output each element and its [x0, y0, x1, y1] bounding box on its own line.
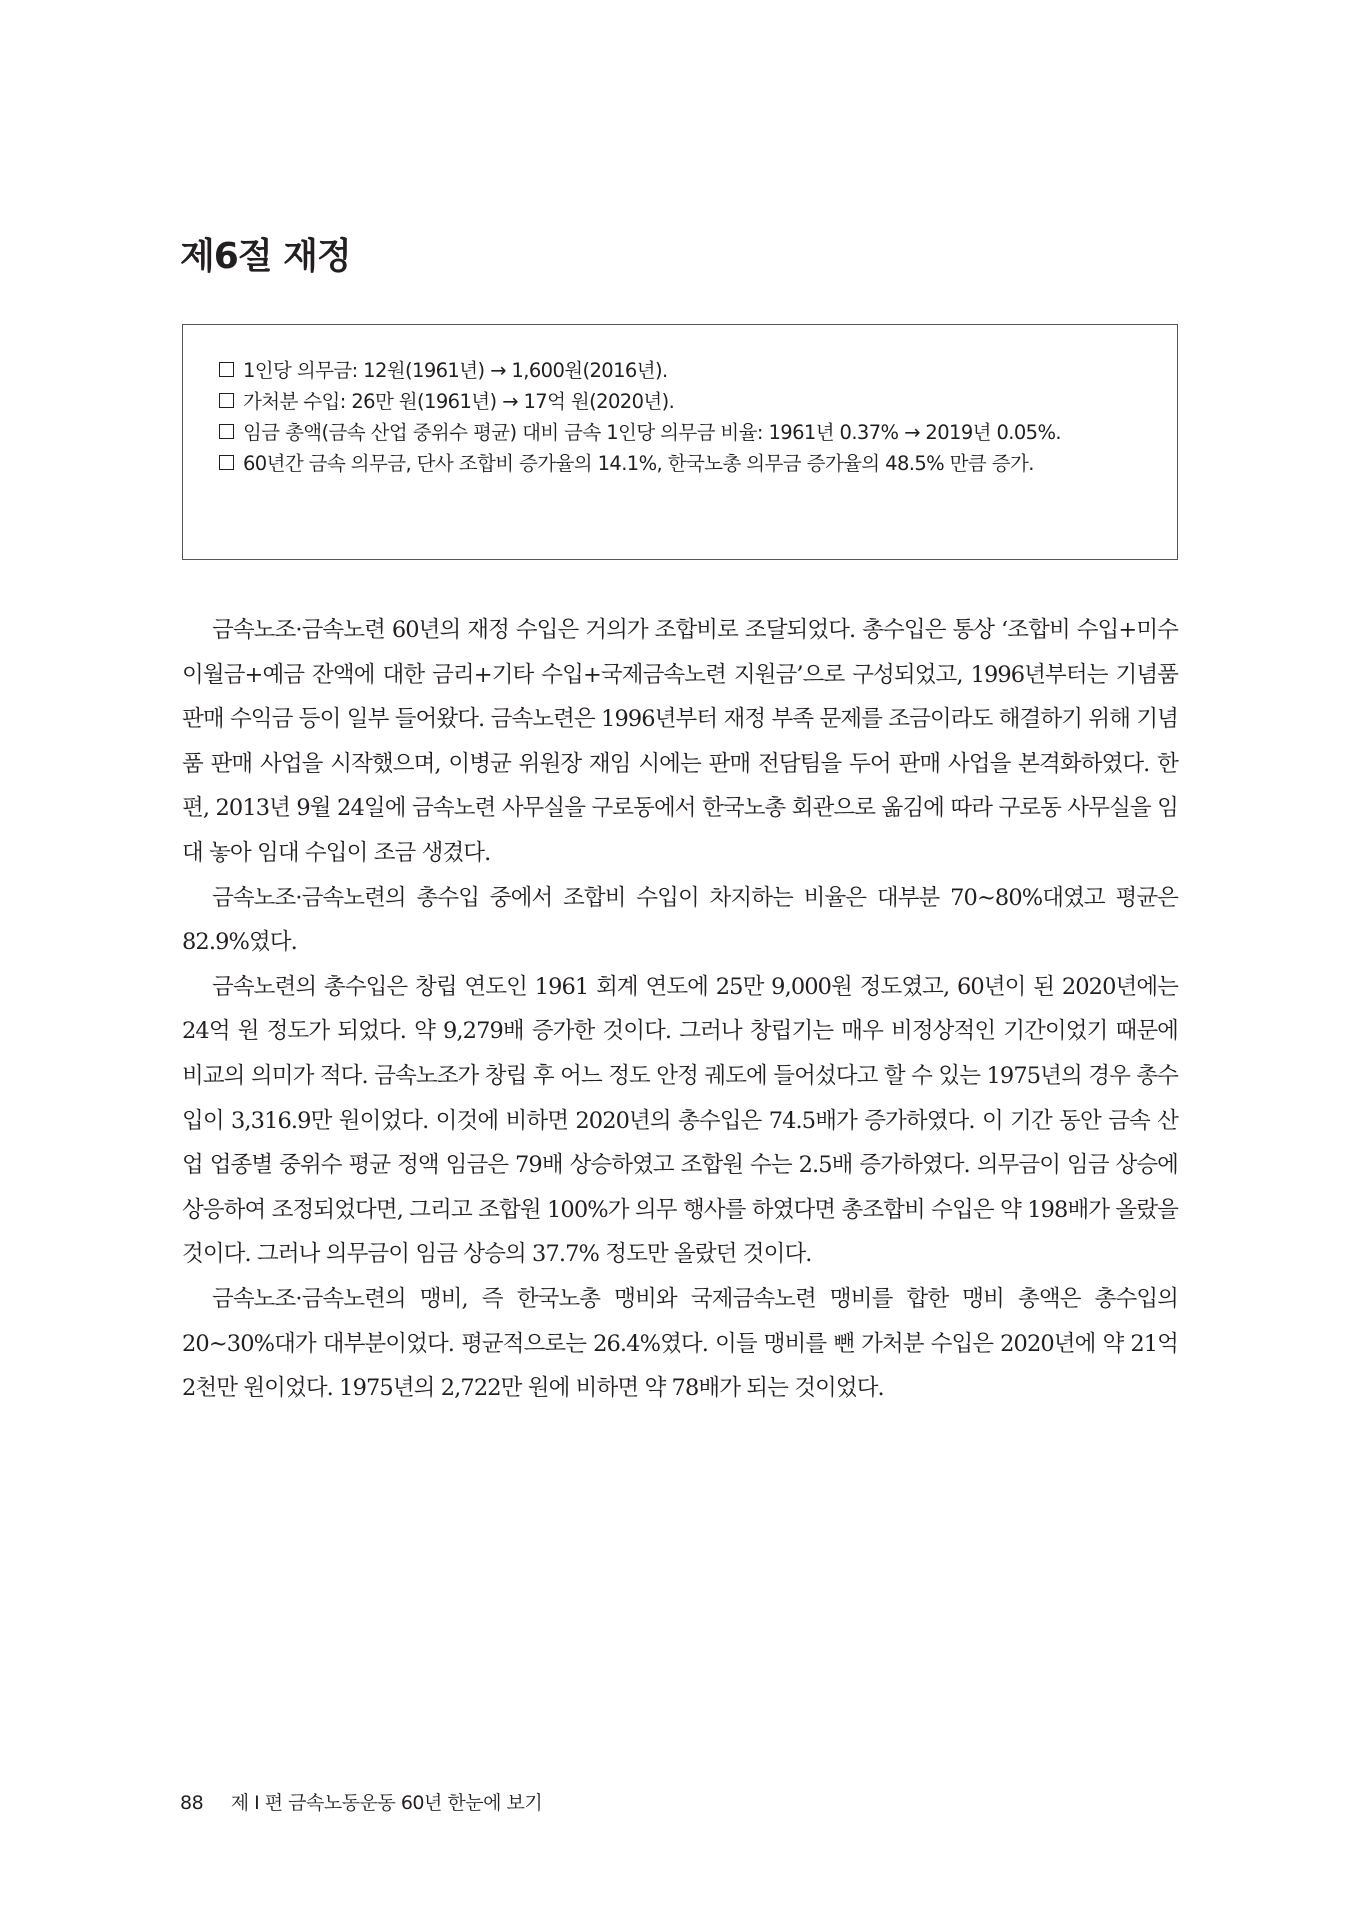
summary-list: [219, 355, 1139, 479]
summary-item: [219, 386, 1139, 417]
paragraph: 금속노조·금속노련 60년의 재정 수입은 거의가 조합비로 조달되었다. 총수입은 통상 ‘조합비 수입+미수이월금+예금 잔액에 대한 금리+기타 수입+국제금속노련 지원금’으로 구성되었고, 1996년부터는 기념품 판매 수익금 등이 일부 들어왔다. 금속노련은 1996년부터 재정 부족 문제를 조금이라도 해결하기 위해 기념품 판매 사업을 시작했으며, 이병균 위원장 재임 시에는 판매 전담팀을 두어 판매 사업을 본격화하였다. 한편, 2013년 9월 24일에 금속노련 사무실을 구로동에서 한국노총 회관으로 옮김에 따라 구로동 사무실을 임대 놓아 임대 수입이 조금 생겼다.: [182, 617, 1178, 866]
summary-item: [219, 448, 1139, 479]
section-title: 제6절 재정: [180, 236, 351, 277]
running-title: 제 I 편 금속노동운동 60년 한눈에 보기: [230, 1792, 543, 1814]
paragraph: 금속노련의 총수입은 창립 연도인 1961 회계 연도에 25만 9,000원 정도였고, 60년이 된 2020년에는 24억 원 정도가 되었다. 약 9,279배 증가한 것이다. 그러나 창립기는 매우 비정상적인 기간이었기 때문에 비교의 의미가 적다. 금속노조가 창립 후 어느 정도 안정 궤도에 들어섰다고 할 수 있는 1975년의 경우 총수입이 3,316.9만 원이었다. 이것에 비하면 2020년의 총수입은 74.5배가 증가하였다. 이 기간 동안 금속 산업 업종별 중위수 평균 정액 임금은 79배 상승하였고 조합원 수는 2.5배 증가하였다. 의무금이 임금 상승에 상응하여 조정되었다면, 그리고 조합원 100%가 의무 행사를 하였다면 총조합비 수입은 약 198배가 올랐을 것이다. 그러나 의무금이 임금 상승의 37.7% 정도만 올랐던 것이다.: [182, 973, 1178, 1268]
summary-item-text: 임금 총액(금속 산업 중위수 평균) 대비 금속 1인당 의무금 비율: 1961년 0.37% → 2019년 0.05%.: [243, 421, 1062, 444]
page-number: 88: [180, 1792, 204, 1814]
paragraph: 금속노조·금속노련의 맹비, 즉 한국노총 맹비와 국제금속노련 맹비를 합한 맹비 총액은 총수입의 20~30%대가 대부분이었다. 평균적으로는 26.4%였다. 이들 맹비를 뺀 가처분 수입은 2020년에 약 21억 2천만 원이었다. 1975년의 2,722만 원에 비하면 약 78배가 되는 것이었다.: [182, 1285, 1178, 1402]
paragraph: 금속노조·금속노련의 총수입 중에서 조합비 수입이 차지하는 비율은 대부분 70~80%대였고 평균은 82.9%였다.: [182, 884, 1178, 956]
summary-item-text: 60년간 금속 의무금, 단사 조합비 증가율의 14.1%, 한국노총 의무금 증가율의 48.5% 만큼 증가.: [243, 452, 1034, 475]
checkbox-square-icon: [219, 393, 234, 408]
body-text: [182, 608, 1178, 1411]
summary-item: [219, 417, 1139, 448]
summary-item-text: 1인당 의무금: 12원(1961년) → 1,600원(2016년).: [243, 359, 668, 382]
summary-item: [219, 355, 1139, 386]
checkbox-square-icon: [219, 362, 234, 377]
checkbox-square-icon: [219, 455, 234, 470]
page-footer: [180, 1788, 542, 1815]
summary-box: [182, 324, 1178, 560]
checkbox-square-icon: [219, 424, 234, 439]
summary-item-text: 가처분 수입: 26만 원(1961년) → 17억 원(2020년).: [243, 390, 675, 413]
